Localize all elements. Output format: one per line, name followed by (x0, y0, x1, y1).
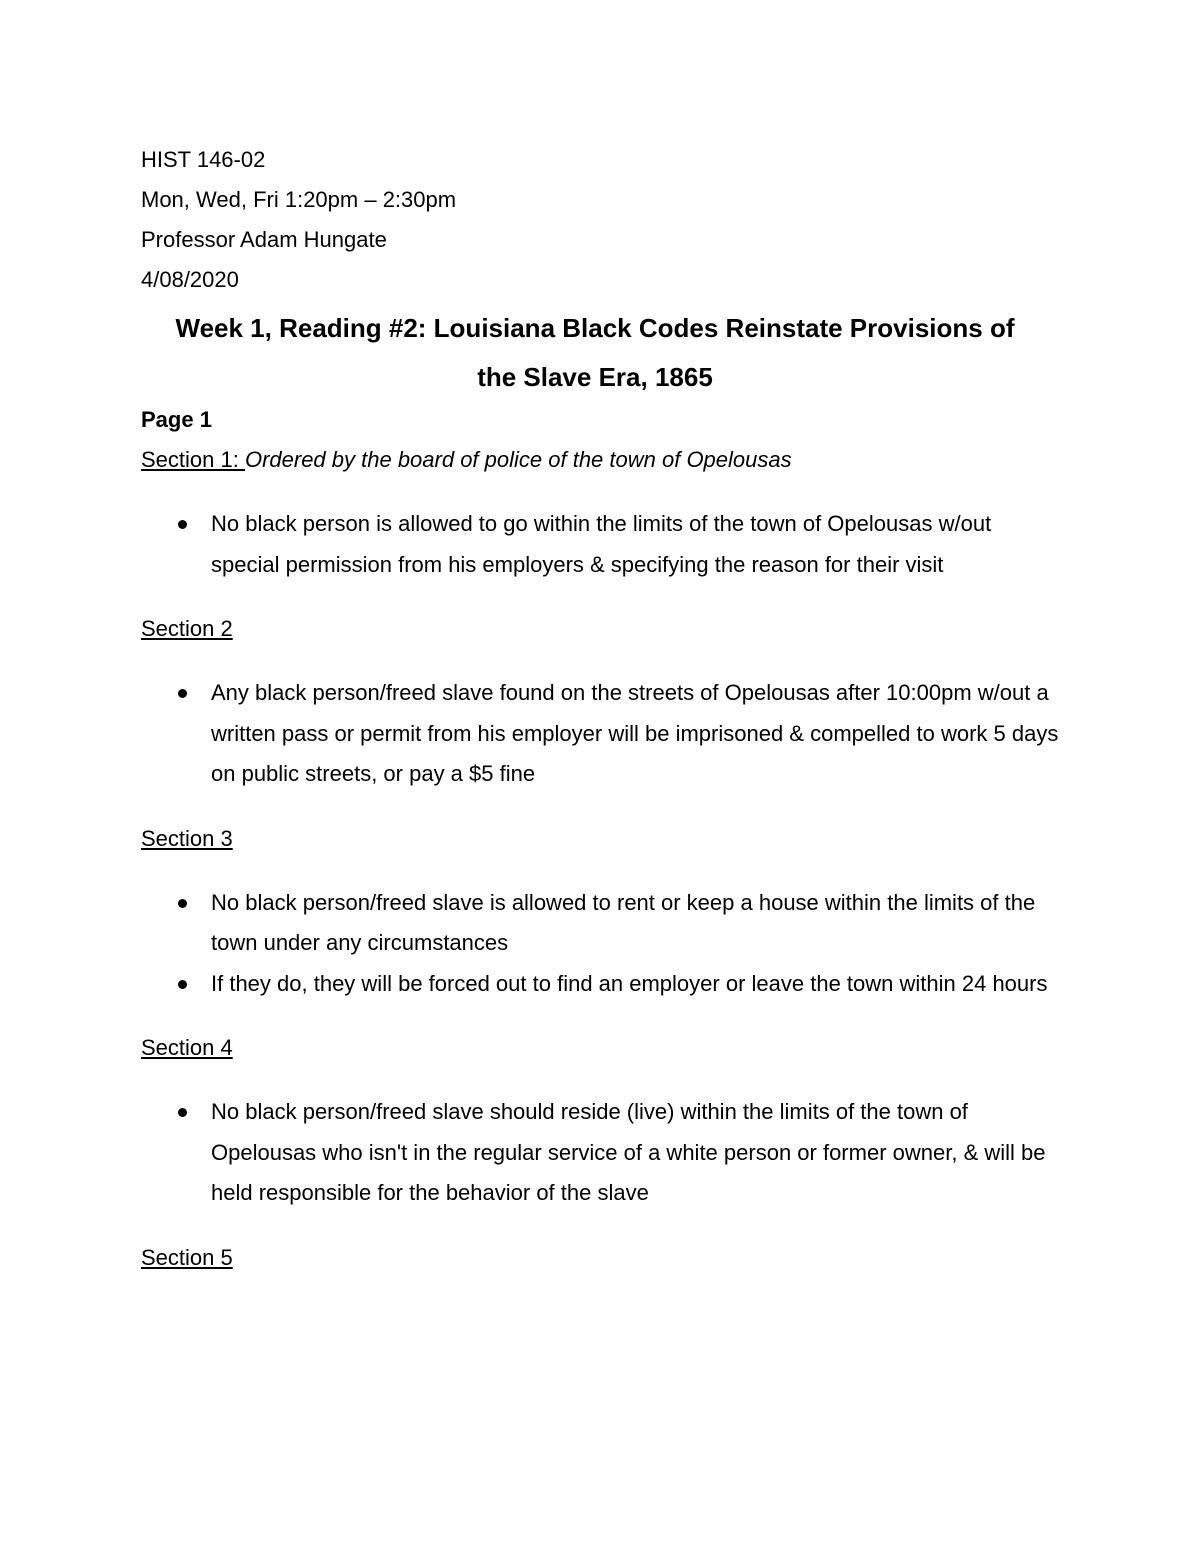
section-2-title: Section 2 (141, 616, 233, 641)
bullet-icon (178, 689, 187, 698)
section-5-title: Section 5 (141, 1244, 233, 1270)
section-3-bullets (141, 883, 1061, 1005)
title-line-1: Week 1, Reading #2: Louisiana Black Codes Reinstate Provisions of (175, 313, 1015, 343)
list-item (141, 673, 1061, 795)
list-item (141, 883, 1061, 964)
document-title (141, 304, 1049, 402)
bullet-text: Any black person/freed slave found on the streets of Opelousas after 10:00pm w/out a written pass or permit from his employer will be imprisoned & compelled to work 5 days on public streets, or pay a $5 fine (211, 680, 1059, 786)
bullet-icon (178, 1108, 187, 1117)
section-1-heading (141, 440, 1061, 480)
section-1-bullets (141, 504, 1061, 585)
page-label: Page 1 (141, 407, 212, 432)
bullet-text: No black person/freed slave is allowed to rent or keep a house within the limits of the town under any circumstances (211, 889, 1036, 955)
section-3-title: Section 3 (141, 825, 233, 851)
section-3-heading (141, 819, 1061, 859)
course-code: HIST 146-02 (141, 147, 266, 172)
bullet-text: If they do, they will be forced out to find an employer or leave the town within 24 hours (211, 970, 1048, 996)
section-5-heading (141, 1238, 1061, 1278)
list-item (141, 1092, 1061, 1214)
professor-name: Professor Adam Hungate (141, 227, 387, 252)
title-line-2: the Slave Era, 1865 (477, 362, 713, 392)
bullet-icon (178, 520, 187, 529)
section-1-description: Ordered by the board of police of the town of Opelousas (244, 447, 792, 472)
section-2-bullets (141, 673, 1061, 795)
section-1-title: Section 1: (141, 447, 245, 472)
assignment-date: 4/08/2020 (141, 267, 239, 292)
document-content (141, 140, 1061, 1278)
bullet-icon (178, 899, 187, 908)
section-4-heading (141, 1028, 1061, 1068)
section-4-title: Section 4 (141, 1035, 233, 1060)
section-4-bullets (141, 1092, 1061, 1214)
bullet-icon (178, 980, 187, 989)
bullet-text: No black person is allowed to go within the limits of the town of Opelousas w/out special permission from his employers & specifying the reason for their visit (211, 511, 992, 577)
bullet-text: No black person/freed slave should reside (live) within the limits of the town of Opelousas who isn't in the regular service of a white person or former owner, & will be held responsible for the behavior of the slave (211, 1099, 1046, 1205)
class-schedule: Mon, Wed, Fri 1:20pm – 2:30pm (141, 187, 457, 212)
list-item (141, 504, 1061, 585)
list-item (141, 964, 1061, 1005)
section-2-heading (141, 609, 1061, 649)
